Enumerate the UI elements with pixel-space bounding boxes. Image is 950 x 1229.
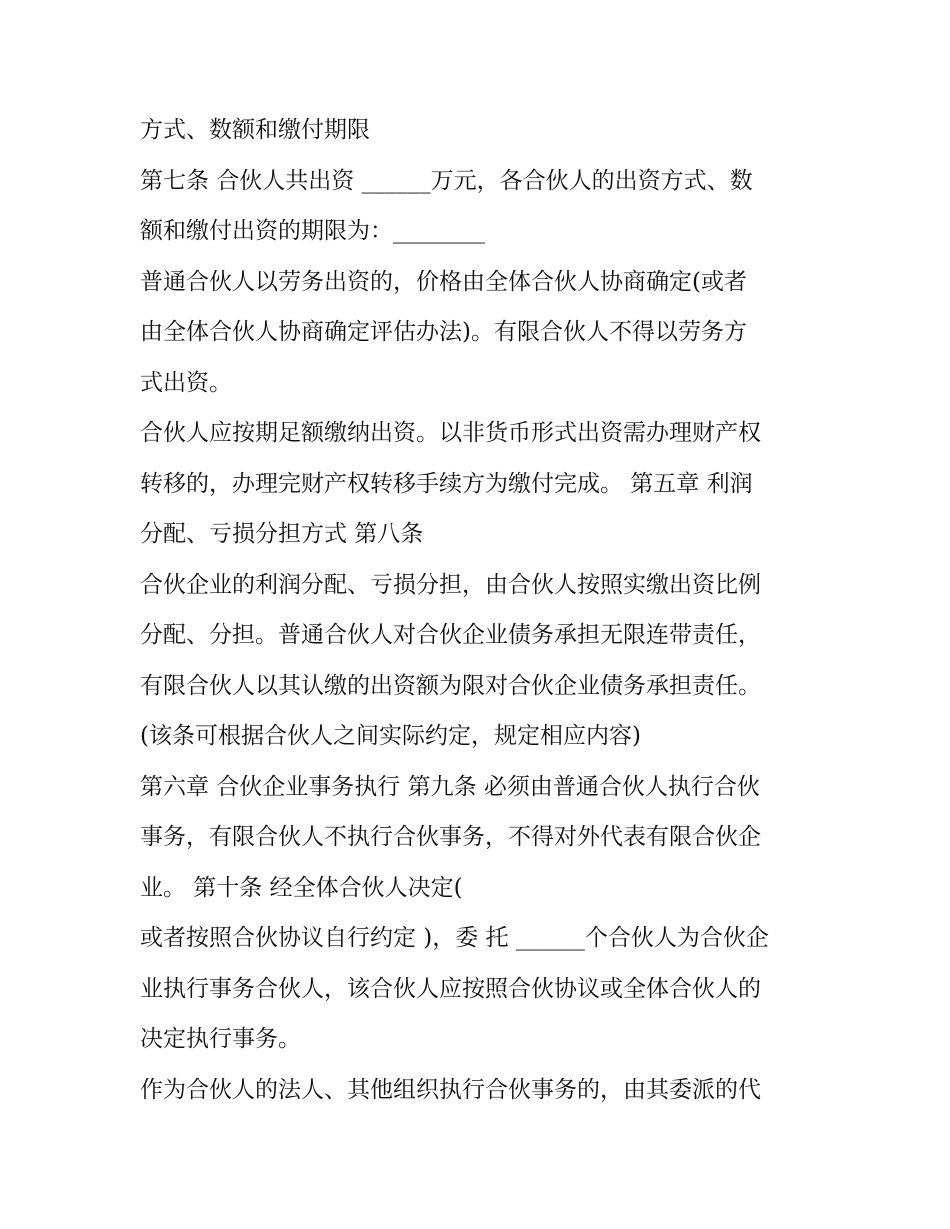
text-line: 业。 第十条 经全体合伙人决定(	[140, 874, 463, 901]
text-line: 事务，有限合伙人不执行合伙事务，不得对外代表有限合伙企	[140, 824, 761, 850]
text-line: 式出资。	[140, 369, 232, 396]
text-line: 额和缴付出资的期限为：________	[140, 218, 485, 244]
text-line: 分配、分担。普通合伙人对合伙企业债务承担无限连带责任，	[140, 622, 761, 648]
text-line: 业执行事务合伙人，该合伙人应按照合伙协议或全体合伙人的	[140, 975, 761, 1002]
text-line: 或者按照合伙协议自行约定 )，委 托 ______个合伙人为合伙企	[140, 925, 769, 951]
text-line: 有限合伙人以其认缴的出资额为限对合伙企业债务承担责任。	[140, 672, 761, 699]
text-line: 作为合伙人的法人、其他组织执行合伙事务的，由其委派的代	[140, 1076, 761, 1103]
text-line: 分配、亏损分担方式 第八条	[140, 521, 424, 547]
text-line: 决定执行事务。	[140, 1026, 301, 1052]
document-body	[140, 105, 820, 1115]
text-line: (该条可根据合伙人之间实际约定，规定相应内容)	[140, 723, 641, 749]
text-line: 合伙人应按期足额缴纳出资。以非货币形式出资需办理财产权	[140, 420, 761, 446]
text-line: 由全体合伙人协商确定评估办法)。有限合伙人不得以劳务方	[140, 319, 747, 345]
text-line: 普通合伙人以劳务出资的，价格由全体合伙人协商确定(或者	[140, 268, 747, 295]
text-line: 合伙企业的利润分配、亏损分担，由合伙人按照实缴出资比例	[140, 571, 761, 598]
text-line: 第七条 合伙人共出资 ______万元，各合伙人的出资方式、数	[140, 167, 753, 194]
text-line: 方式、数额和缴付期限	[140, 117, 370, 143]
text-line: 转移的，办理完财产权转移手续方为缴付完成。 第五章 利润	[140, 470, 753, 497]
text-line: 第六章 合伙企业事务执行 第九条 必须由普通合伙人执行合伙	[140, 773, 760, 800]
